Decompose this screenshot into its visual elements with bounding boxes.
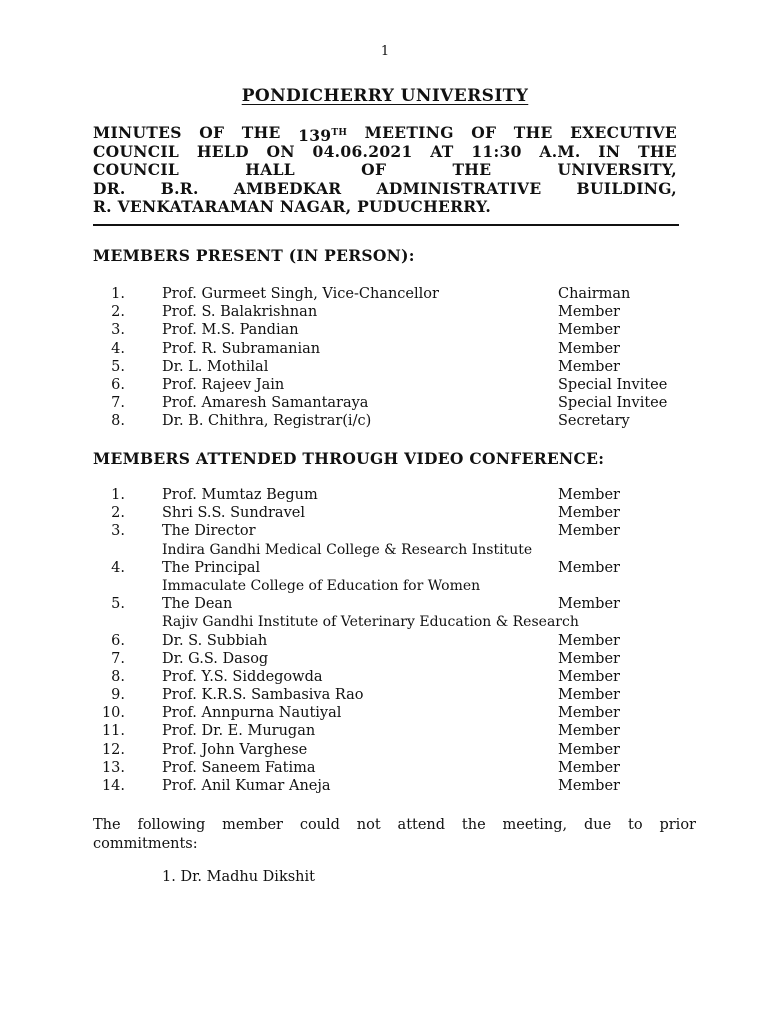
member-name: Dr. S. Subbiah <box>162 632 268 649</box>
member-row <box>93 704 693 722</box>
member-number: 10. <box>101 705 125 722</box>
absent-note-line: The following member could not attend the meeting, due to prior <box>93 817 696 833</box>
heading-word: 139TH <box>298 126 348 145</box>
member-name: Dr. G.S. Dasog <box>162 650 269 667</box>
member-name: Prof. Y.S. Siddegowda <box>162 668 323 685</box>
member-row <box>93 595 693 613</box>
member-row <box>93 504 693 522</box>
member-name: Prof. Gurmeet Singh, Vice-Chancellor <box>162 286 439 302</box>
member-number: 14. <box>101 778 125 794</box>
member-role: Member <box>558 322 620 339</box>
heading-word: UNIVERSITY, <box>557 160 677 179</box>
member-name: Prof. Amaresh Samantaraya <box>162 395 369 412</box>
member-role: Member <box>558 741 620 758</box>
heading-word: THE <box>638 141 677 161</box>
in-person-section-title: MEMBERS PRESENT (IN PERSON): <box>93 246 415 265</box>
member-role: Special Invitee <box>558 395 668 412</box>
member-number: 2. <box>111 505 125 522</box>
member-name: Prof. S. Balakrishnan <box>162 304 318 321</box>
member-number: 13. <box>101 759 125 776</box>
member-name: Prof. Mumtaz Begum <box>162 487 318 503</box>
member-role: Member <box>558 304 620 321</box>
heading-word: THE <box>513 123 553 142</box>
member-role: Member <box>558 650 620 667</box>
member-affiliation: Indira Gandhi Medical College & Research Institute <box>162 541 533 558</box>
heading-word: MEETING <box>364 123 454 142</box>
member-number: 1. <box>111 487 125 503</box>
divider-rule <box>93 224 679 226</box>
member-row <box>93 303 693 321</box>
heading-word: 11:30 <box>471 141 522 161</box>
heading-word: OF <box>361 160 387 179</box>
member-row <box>93 741 693 759</box>
member-name: Prof. Annpurna Nautiyal <box>162 705 342 722</box>
member-number: 4. <box>111 340 125 357</box>
member-name: The Director <box>162 523 256 540</box>
heading-word: OF <box>471 123 497 142</box>
member-affiliation-row <box>93 577 693 595</box>
heading-word: HELD <box>196 141 249 161</box>
member-number: 8. <box>111 413 125 430</box>
member-affiliation: Rajiv Gandhi Institute of Veterinary Education & Research <box>162 614 579 631</box>
member-name: Prof. Saneem Fatima <box>162 759 316 776</box>
member-row <box>93 394 693 412</box>
member-name: Prof. Anil Kumar Aneja <box>162 778 331 794</box>
heading-word: THE <box>452 160 492 179</box>
page-number: 1 <box>380 44 390 59</box>
member-name: Prof. K.R.S. Sambasiva Rao <box>162 687 364 704</box>
member-affiliation: Immaculate College of Education for Women <box>162 577 481 594</box>
member-row <box>93 358 693 376</box>
member-number: 3. <box>111 523 125 540</box>
member-row <box>93 486 693 504</box>
member-number: 2. <box>111 304 125 321</box>
heading-word: B.R. <box>160 178 199 198</box>
member-number: 6. <box>111 632 125 649</box>
member-affiliation-row <box>93 613 693 631</box>
member-role: Member <box>558 559 620 576</box>
heading-word: A.M. <box>539 141 581 161</box>
member-name: Dr. B. Chithra, Registrar(i/c) <box>162 413 372 430</box>
member-row <box>93 777 693 795</box>
absent-note-line: commitments: <box>93 836 198 852</box>
heading-line <box>93 198 677 217</box>
member-role: Member <box>558 668 620 685</box>
heading-word: OF <box>199 123 225 142</box>
member-role: Member <box>558 505 620 522</box>
heading-word: DR. <box>93 178 126 198</box>
member-row <box>93 376 693 394</box>
member-name: Prof. Rajeev Jain <box>162 376 285 393</box>
heading-word: ADMINISTRATIVE <box>376 178 542 198</box>
member-row <box>93 722 693 740</box>
member-row <box>93 321 693 339</box>
member-number: 8. <box>111 668 125 685</box>
member-role: Special Invitee <box>558 376 668 393</box>
member-name: The Dean <box>162 596 233 613</box>
member-number: 4. <box>111 559 125 576</box>
university-name: PONDICHERRY UNIVERSITY <box>241 86 529 106</box>
page-title <box>0 86 770 106</box>
heading-line <box>93 124 677 143</box>
heading-word: 04.06.2021 <box>312 141 413 161</box>
member-name: The Principal <box>162 559 261 576</box>
member-role: Member <box>558 778 620 794</box>
member-role: Member <box>558 596 620 613</box>
video-members-list <box>93 486 693 795</box>
member-row <box>93 412 693 430</box>
member-number: 7. <box>111 395 125 412</box>
member-role: Member <box>558 687 620 704</box>
member-name: Prof. M.S. Pandian <box>162 322 299 339</box>
heading-word: AMBEDKAR <box>233 178 342 198</box>
heading-word: AT <box>430 141 454 161</box>
heading-word: BUILDING, <box>576 178 677 198</box>
heading-line <box>93 180 677 199</box>
heading-word: IN <box>598 141 621 161</box>
member-number: 9. <box>111 687 125 704</box>
absent-note <box>93 816 696 854</box>
heading-word: THE <box>241 123 281 142</box>
member-role: Chairman <box>558 286 631 302</box>
member-role: Member <box>558 723 620 740</box>
member-name: Shri S.S. Sundravel <box>162 505 305 522</box>
member-row <box>93 668 693 686</box>
meeting-heading <box>93 124 677 217</box>
member-row <box>93 340 693 358</box>
member-row <box>93 759 693 777</box>
member-row <box>93 559 693 577</box>
member-number: 11. <box>101 723 125 740</box>
member-number: 7. <box>111 650 125 667</box>
member-name: Prof. R. Subramanian <box>162 340 321 357</box>
member-affiliation-row <box>93 541 693 559</box>
member-role: Member <box>558 759 620 776</box>
member-number: 5. <box>111 596 125 613</box>
member-row <box>93 686 693 704</box>
member-role: Member <box>558 340 620 357</box>
heading-word: EXECUTIVE <box>570 123 677 142</box>
member-number: 12. <box>101 741 125 758</box>
member-number: 1. <box>111 286 125 302</box>
member-name: Dr. L. Mothilal <box>162 358 269 375</box>
member-role: Member <box>558 632 620 649</box>
heading-word: COUNCIL <box>93 160 180 179</box>
heading-word: HALL <box>245 160 295 179</box>
heading-word: ON <box>266 141 295 161</box>
member-name: Prof. Dr. E. Murugan <box>162 723 316 740</box>
member-row <box>93 285 693 303</box>
heading-line <box>93 143 677 162</box>
heading-line <box>93 161 677 180</box>
member-name: Prof. John Varghese <box>162 741 308 758</box>
member-number: 6. <box>111 376 125 393</box>
member-row <box>93 650 693 668</box>
video-section-title: MEMBERS ATTENDED THROUGH VIDEO CONFERENCE: <box>93 449 605 468</box>
heading-word: MINUTES <box>93 123 182 142</box>
heading-word: COUNCIL <box>93 141 180 161</box>
member-role: Member <box>558 705 620 722</box>
member-number: 3. <box>111 322 125 339</box>
member-row <box>93 522 693 540</box>
member-role: Secretary <box>558 413 630 430</box>
member-number: 5. <box>111 358 125 375</box>
member-row <box>93 632 693 650</box>
heading-word: R. VENKATARAMAN NAGAR, PUDUCHERRY. <box>93 197 492 216</box>
absent-member: 1. Dr. Madhu Dikshit <box>162 869 315 885</box>
member-role: Member <box>558 358 620 375</box>
member-role: Member <box>558 523 620 540</box>
in-person-members-list <box>93 285 693 431</box>
member-role: Member <box>558 487 620 503</box>
